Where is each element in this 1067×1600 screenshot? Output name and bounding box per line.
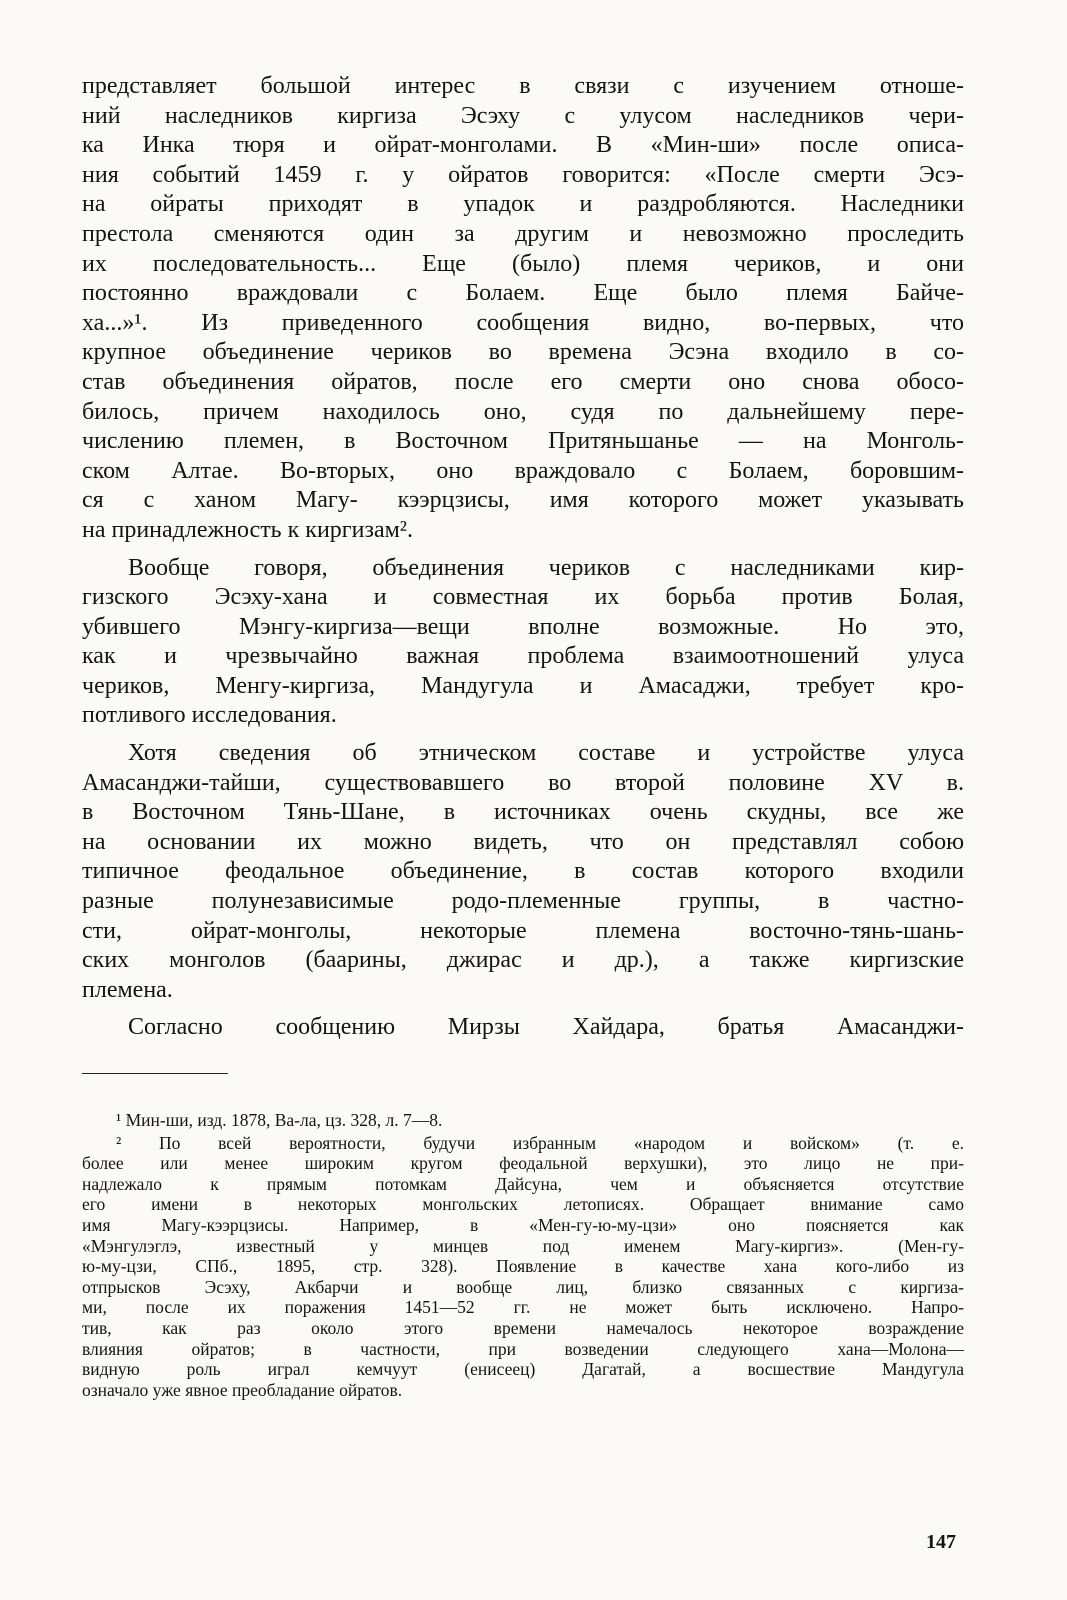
footnote-line: тив, как раз около этого времени намечалось некоторое возраждение [82, 1317, 964, 1338]
text-line: Амасанджи-тайши, существовавшего во второй половине XV в. [82, 769, 964, 796]
text-line: типичное феодальное объединение, в состав которого входили [82, 858, 964, 885]
footnote-line: «Мэнгулэглэ, известный у минцев под именем Магу-киргиз». (Мен-гу- [82, 1235, 964, 1256]
footnote-line: ми, после их поражения 1451—52 гг. не может быть исключено. Напро- [82, 1297, 964, 1318]
text-line: ха...»¹. Из приведенного сообщения видно, во-первых, что [82, 309, 964, 336]
text-line: разные полунезависимые родо-племенные группы, в частно- [82, 888, 964, 915]
footnote-line: ¹ Мин-ши, изд. 1878, Ва-ла, цз. 328, л. 7—8. [116, 1110, 443, 1130]
text-line: став объединения ойратов, после его смерти оно снова обосо- [82, 368, 964, 395]
page-number: 147 [926, 1531, 956, 1553]
text-line: гизского Эсэху-хана и совместная их борьба против Болая, [82, 584, 964, 611]
text-line: на принадлежность к киргизам². [82, 516, 413, 543]
text-line: ния событий 1459 г. у ойратов говорится: «После смерти Эсэ- [82, 161, 964, 188]
text-line: на основании их можно видеть, что он представлял собою [82, 828, 964, 855]
text-line: Согласно сообщению Мирзы Хайдара, братья Амасанджи- [128, 1014, 964, 1041]
text-line: убившего Мэнгу-киргиза—вещи вполне возможные. Но это, [82, 613, 964, 640]
footnote-line: ю-му-цзи, СПб., 1895, стр. 328). Появление в качестве хана кого-либо из [82, 1256, 964, 1277]
text-line: как и чрезвычайно важная проблема взаимоотношений улуса [82, 643, 964, 670]
footnote-line: означало уже явное преобладание ойратов. [82, 1379, 403, 1400]
footnotes [82, 1110, 964, 1402]
text-line: сти, ойрат-монголы, некоторые племена восточно-тянь-шань- [82, 917, 964, 944]
text-line: чериков, Менгу-киргиза, Мандугула и Амасаджи, требует кро- [82, 672, 964, 699]
text-line: племена. [82, 976, 173, 1003]
footnote [82, 1133, 964, 1401]
paragraph [82, 1013, 964, 1043]
main-text [82, 72, 964, 1051]
text-line: ских монголов (баарины, джирас и др.), а также киргизские [82, 947, 964, 974]
footnote-line: надлежало к прямым потомкам Дайсуна, чем и объясняется отсутствие [82, 1173, 964, 1194]
text-line: ся с ханом Магу- кээрцзисы, имя которого может указывать [82, 487, 964, 514]
paragraph [82, 72, 964, 546]
text-line: в Восточном Тянь-Шане, в источниках очень скудны, все же [82, 799, 964, 826]
text-line: их последовательность... Еще (было) племя чериков, и они [82, 250, 964, 277]
text-line: потливого исследования. [82, 702, 337, 729]
footnote-separator [82, 1073, 228, 1074]
footnote-line: имя Магу-кээрцзисы. Например, в «Мен-гу-ю-му-цзи» оно поясняется как [82, 1214, 964, 1235]
text-line: представляет большой интерес в связи с изучением отноше- [82, 73, 964, 99]
text-line: билось, причем находилось оно, судя по дальнейшему пере- [82, 398, 964, 425]
footnote-line: видную роль играл кемчуут (енисеец) Дагатай, а восшествие Мандугула [82, 1359, 964, 1380]
text-line: ний наследников киргиза Эсэху с улусом наследников чери- [82, 102, 964, 129]
footnote-line: влияния ойратов; в частности, при возведении следующего хана—Молона— [82, 1338, 964, 1359]
text-line: Хотя сведения об этническом составе и устройстве улуса [128, 740, 964, 767]
text-line: ка Инка тюря и ойрат-монголами. В «Мин-ши» после описа- [82, 132, 964, 159]
text-line: Вообще говоря, объединения чериков с наследниками кир- [128, 554, 964, 581]
text-line: числению племен, в Восточном Притяньшанье — на Монголь- [82, 428, 964, 455]
text-line: постоянно враждовали с Болаем. Еще было племя Байче- [82, 280, 964, 307]
footnote-line: отпрысков Эсэху, Акбарчи и вообще лиц, близко связанных с киргиза- [82, 1276, 964, 1297]
footnote-line: ² По всей вероятности, будучи избранным «народом и войском» (т. е. [116, 1132, 964, 1153]
footnote-line: более или менее широким кругом феодальной верхушки), это лицо не при- [82, 1153, 964, 1174]
footnote-line: его имени в некоторых монгольских летописях. Обращает внимание само [82, 1194, 964, 1215]
footnote [82, 1110, 964, 1131]
text-line: крупное объединение чериков во времена Эсэна входило в со- [82, 339, 964, 366]
text-line: на ойраты приходят в упадок и раздробляются. Наследники [82, 191, 964, 218]
paragraph [82, 739, 964, 1005]
paragraph [82, 554, 964, 732]
text-line: престола сменяются один за другим и невозможно проследить [82, 220, 964, 247]
text-line: ском Алтае. Во-вторых, оно враждовало с Болаем, боровшим- [82, 457, 964, 484]
